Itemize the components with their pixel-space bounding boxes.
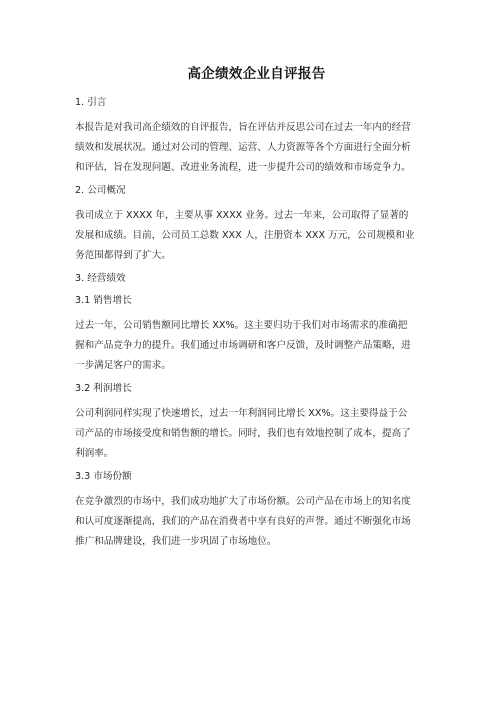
paragraph-line: 和评估，旨在发现问题、改进业务流程，进一步提升公司的绩效和市场竞争力。: [75, 162, 411, 173]
paragraph-line: 过去一年，公司销售额同比增长 XX%。这主要归功于我们对市场需求的准确把: [75, 320, 408, 331]
subsection-heading-profit: 3.2 利润增长: [75, 383, 132, 394]
paragraph-line: 发展和成绩。目前，公司员工总数 XXX 人，注册资本 XXX 万元，公司规模和业: [75, 230, 415, 241]
paragraph-line: 和认可度逐渐提高，我们的产品在消费者中享有良好的声誉。通过不断强化市场: [75, 516, 411, 527]
paragraph-line: 公司利润同样实现了快速增长，过去一年利润同比增长 XX%。这主要得益于公: [75, 408, 408, 419]
paragraph-line: 务范围都得到了扩大。: [75, 250, 171, 261]
paragraph-line: 利润率。: [75, 448, 114, 459]
paragraph-line: 司产品的市场接受度和销售额的增长。同时，我们也有效地控制了成本，提高了: [75, 428, 411, 439]
paragraph-line: 推广和品牌建设，我们进一步巩固了市场地位。: [75, 536, 277, 547]
subsection-paragraph-market-share: [75, 492, 436, 552]
section-heading-performance: 3. 经营绩效: [75, 273, 126, 284]
document-title: 高企绩效企业自评报告: [187, 66, 326, 82]
section-paragraph-overview: [75, 206, 436, 266]
paragraph-line: 一步满足客户的需求。: [75, 360, 171, 371]
subsection-paragraph-profit: [75, 404, 436, 464]
section-paragraph-intro: [75, 118, 436, 178]
paragraph-line: 我司成立于 XXXX 年，主要从事 XXXX 业务。过去一年来，公司取得了显著的: [75, 210, 409, 221]
paragraph-line: 在竞争激烈的市场中，我们成功地扩大了市场份额。公司产品在市场上的知名度: [75, 496, 411, 507]
section-heading-intro: 1. 引言: [75, 97, 107, 108]
paragraph-line: 本报告是对我司高企绩效的自评报告，旨在评估并反思公司在过去一年内的经营: [75, 122, 411, 133]
paragraph-line: 握和产品竞争力的提升。我们通过市场调研和客户反馈，及时调整产品策略，进: [75, 340, 411, 351]
subsection-heading-sales: 3.1 销售增长: [75, 295, 132, 306]
subsection-heading-market-share: 3.3 市场份额: [75, 471, 132, 482]
subsection-paragraph-sales: [75, 316, 436, 376]
paragraph-line: 绩效和发展状况。通过对公司的管理、运营、人力资源等各个方面进行全面分析: [75, 142, 411, 153]
section-heading-overview: 2. 公司概况: [75, 185, 126, 196]
